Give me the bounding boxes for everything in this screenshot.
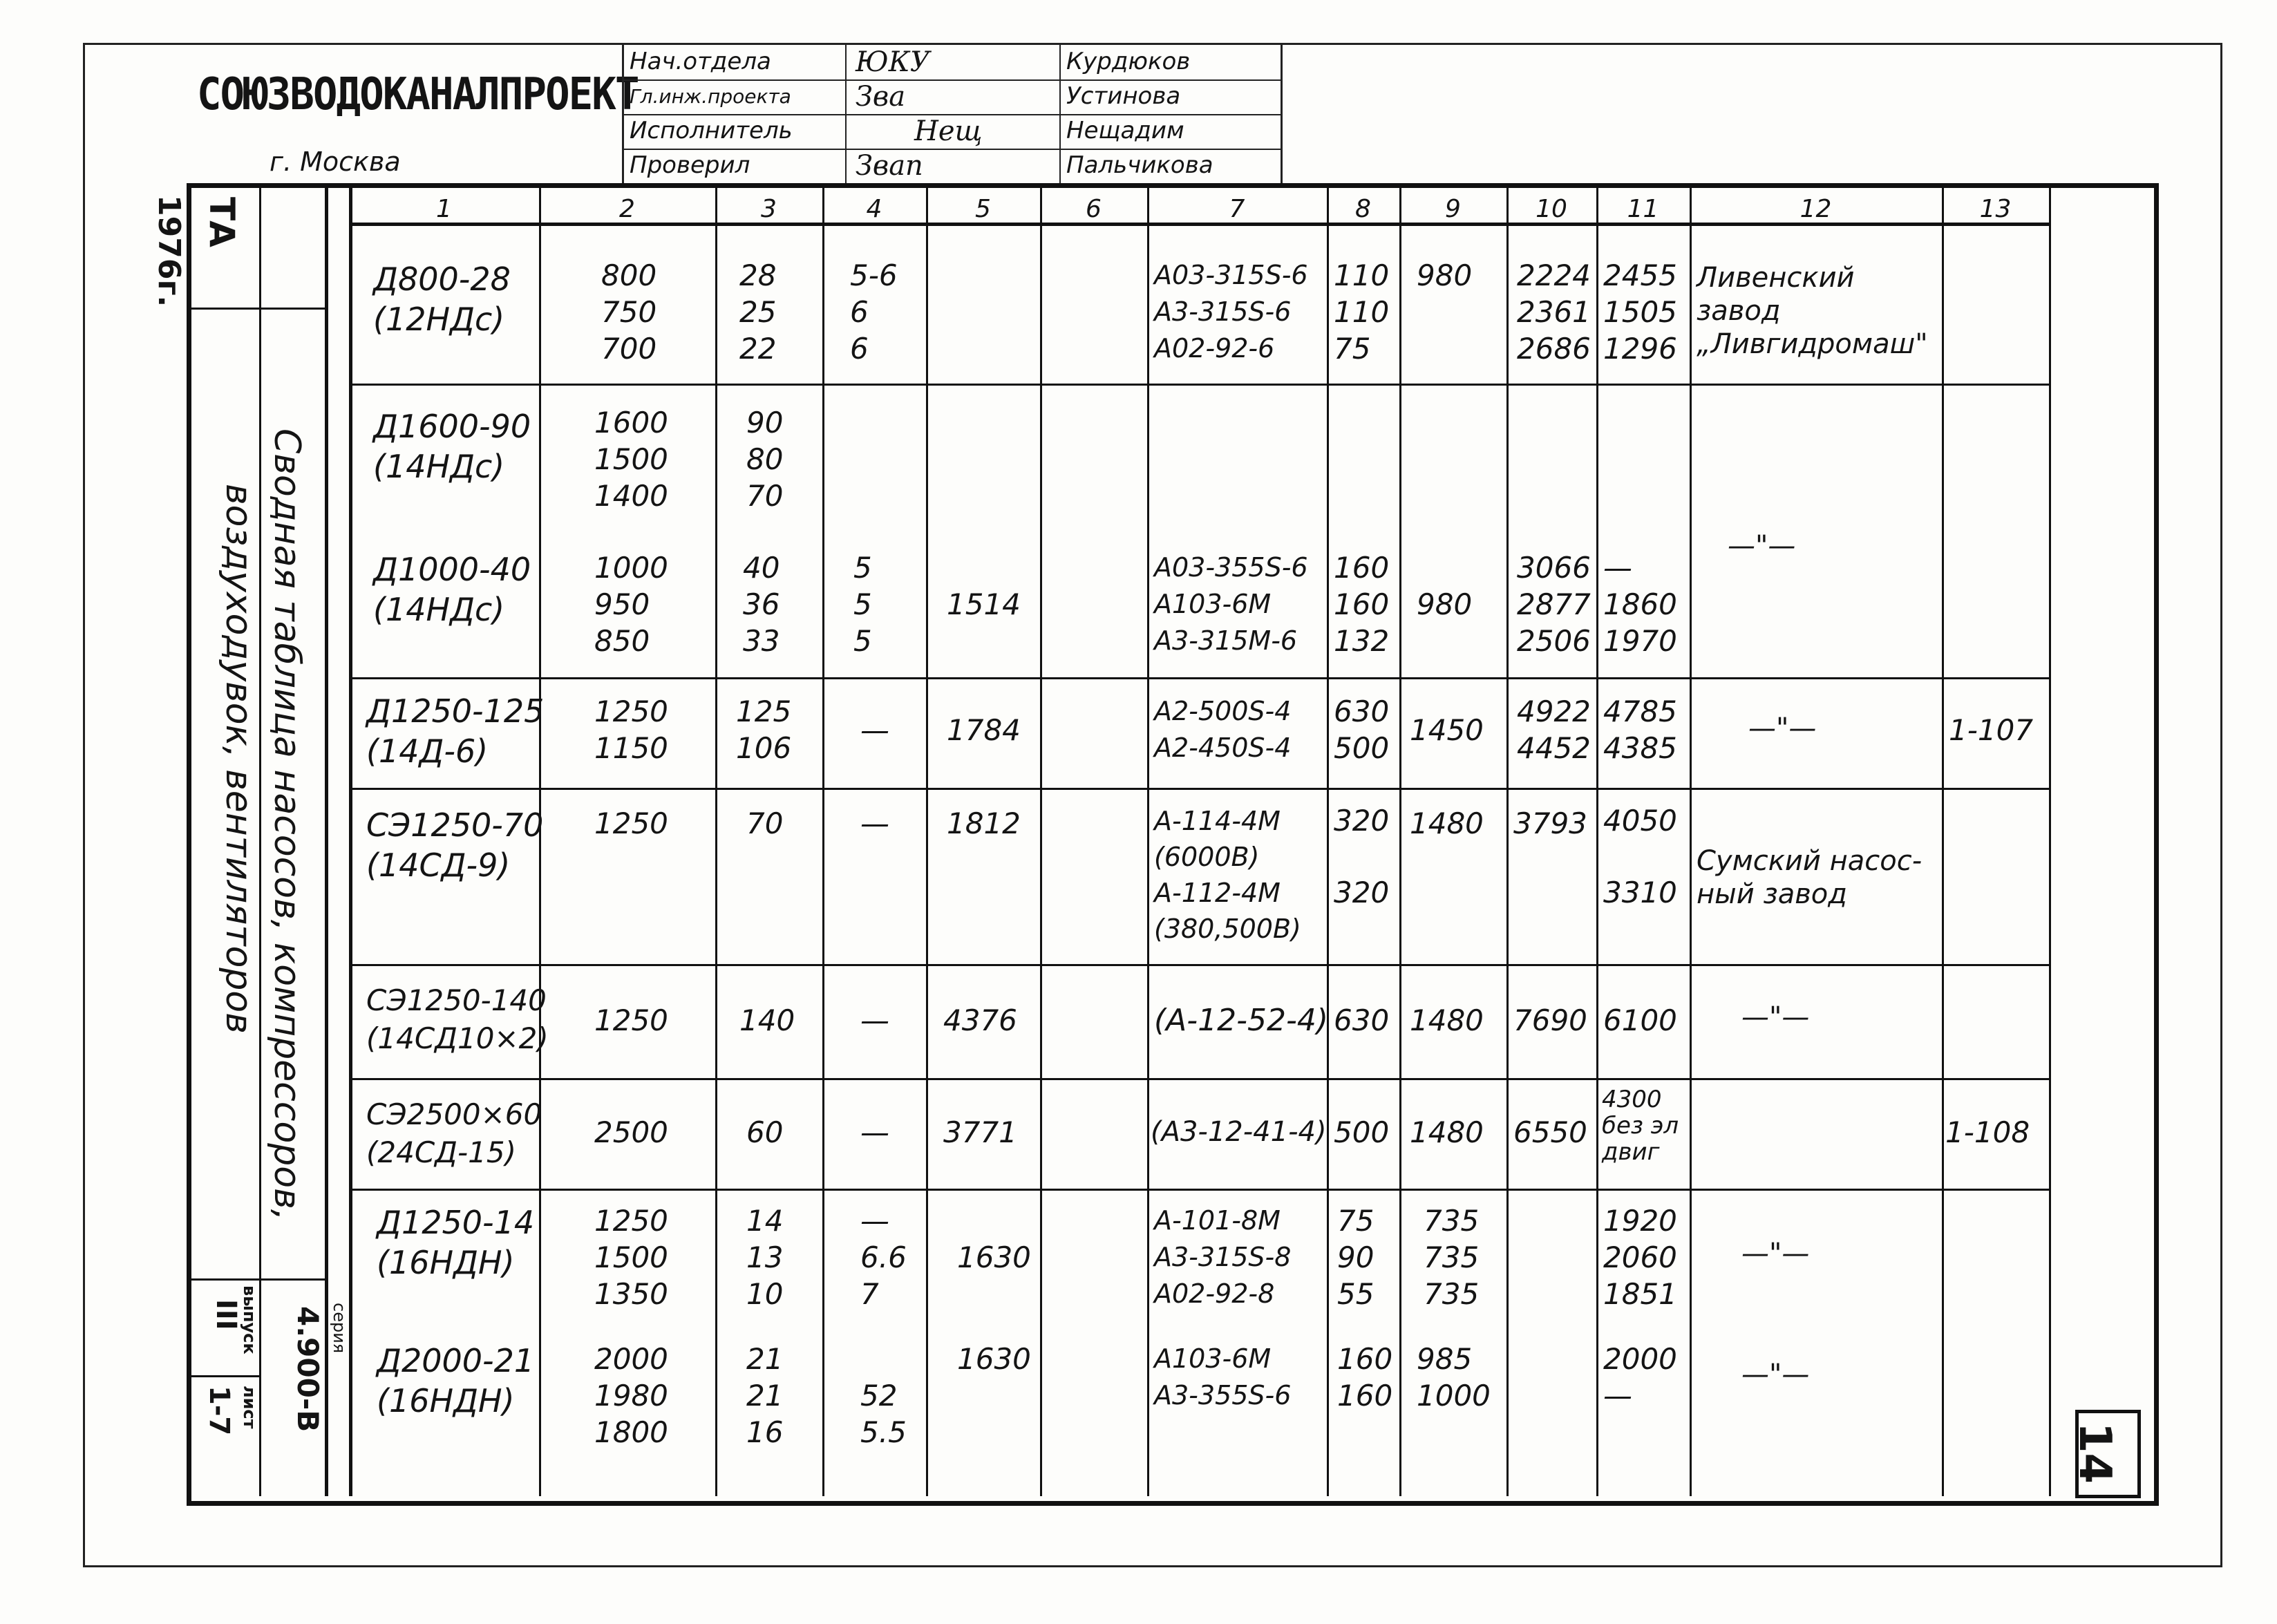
page-number: 14 <box>2069 1422 2120 1484</box>
table-cell: СЭ2500×60 (24СД-15) <box>366 1097 542 1169</box>
signature-name: Нещадим <box>1066 117 1184 144</box>
row-divider <box>349 788 2049 790</box>
table-cell: 4300 без эл двиг <box>1602 1086 1679 1166</box>
signature-role: Нач.отдела <box>630 48 771 75</box>
table-cell: 3066 2877 2506 <box>1517 551 1591 658</box>
signature-role: Исполнитель <box>630 117 793 144</box>
table-cell: А103-6М А3-355S-6 <box>1154 1343 1292 1410</box>
row-divider <box>349 964 2049 966</box>
signature-row <box>624 149 1281 183</box>
signature-role: Проверил <box>630 151 750 179</box>
sheet-label: лист <box>240 1386 259 1429</box>
ditto-mark: —"— <box>1741 1001 1810 1033</box>
table-cell: 1-108 <box>1945 1115 2030 1149</box>
divider <box>190 1278 325 1281</box>
column-header: 9 <box>1445 195 1461 223</box>
table-cell: 1600 1500 1400 <box>594 406 668 513</box>
column-header: 5 <box>975 195 991 223</box>
column-header: 11 <box>1627 195 1659 223</box>
table-cell: 980 <box>1417 258 1473 292</box>
table-cell: 21 21 16 <box>746 1342 784 1449</box>
table-cell: 1000 950 850 <box>594 551 668 658</box>
table-cell: Д1600-90 (14НДс) <box>373 408 531 485</box>
table-cell: А-114-4М (6000В) А-112-4М (380,500В) <box>1154 806 1301 944</box>
table-cell: 1784 <box>947 713 1021 747</box>
table-cell: 1250 <box>594 1003 668 1037</box>
column-divider <box>2049 187 2051 1496</box>
table-cell: 52 5.5 <box>860 1379 907 1449</box>
ditto-mark: —"— <box>1741 1359 1810 1390</box>
table-cell: 630 <box>1334 1003 1390 1037</box>
table-cell: 985 1000 <box>1417 1342 1491 1413</box>
drawing-title-line2: воздуходувок, вентиляторов <box>218 484 259 1034</box>
table-cell: СЭ1250-140 (14СД10×2) <box>366 983 549 1055</box>
table-cell: Д1250-125 (14Д-6) <box>366 692 545 770</box>
signature-block <box>622 45 1283 183</box>
handwritten-signature: Зва <box>856 81 906 113</box>
document-code: ТА <box>202 197 242 247</box>
organization-name: СОЮЗВОДОКАНАЛПРОЕКТ <box>197 69 639 120</box>
signature-name: Устинова <box>1066 82 1181 110</box>
ditto-mark: —"— <box>1741 1238 1810 1269</box>
table-cell: 320 320 <box>1334 804 1390 909</box>
table-cell: 4050 3310 <box>1603 804 1677 909</box>
table-cell: А2-500S-4 А2-450S-4 <box>1154 696 1292 763</box>
table-cell: 75 90 55 <box>1337 1204 1374 1311</box>
column-header: 1 <box>436 195 452 223</box>
table-cell: Д1000-40 (14НДс) <box>373 551 531 628</box>
table-cell: 14 13 10 <box>746 1204 784 1311</box>
table-cell: — <box>860 806 889 840</box>
table-cell: 630 500 <box>1334 695 1390 765</box>
table-cell: 735 735 735 <box>1424 1204 1480 1311</box>
issue-label: выпуск <box>240 1285 259 1354</box>
row-divider <box>349 1189 2049 1191</box>
table-cell: 2000 — <box>1603 1342 1677 1413</box>
table-cell: 500 <box>1334 1115 1390 1149</box>
ditto-mark: —"— <box>1728 530 1796 562</box>
table-cell: СЭ1250-70 (14СД-9) <box>366 806 544 884</box>
table-cell: 1812 <box>947 806 1021 840</box>
table-cell: 160 160 <box>1337 1342 1393 1413</box>
table-cell: 5-6 6 6 <box>850 258 898 366</box>
table-cell: 7690 <box>1513 1003 1587 1037</box>
table-cell: 1480 <box>1410 806 1484 840</box>
table-cell: 980 <box>1417 587 1473 621</box>
manufacturer: Сумский насос- ный завод <box>1697 845 1922 910</box>
signature-row <box>624 114 1281 150</box>
handwritten-signature: Звап <box>856 150 923 182</box>
divider <box>325 187 328 1496</box>
table-cell: 40 36 33 <box>743 551 780 658</box>
table-cell: 1480 <box>1410 1003 1484 1037</box>
column-header: 3 <box>761 195 777 223</box>
column-header: 4 <box>866 195 882 223</box>
issue-number: III <box>210 1299 242 1330</box>
table-cell: 4922 4452 <box>1517 695 1591 765</box>
signature-name: Пальчикова <box>1066 151 1213 179</box>
table-cell: 160 160 132 <box>1334 551 1390 658</box>
column-header: 6 <box>1086 195 1102 223</box>
divider <box>1059 45 1061 183</box>
table-cell: 1250 <box>594 806 668 840</box>
table-cell: 2224 2361 2686 <box>1517 258 1591 366</box>
table-cell: — <box>860 713 889 747</box>
column-header: 13 <box>1979 195 2012 223</box>
table-cell: 60 <box>746 1115 784 1149</box>
table-cell: 2000 1980 1800 <box>594 1342 668 1449</box>
table-cell: — 6.6 7 <box>860 1204 907 1311</box>
row-divider <box>349 677 2049 679</box>
table-cell: 110 110 75 <box>1334 258 1390 366</box>
divider <box>190 308 325 310</box>
table-cell: А-101-8М А3-315S-8 А02-92-8 <box>1154 1205 1292 1309</box>
table-cell: 1250 1500 1350 <box>594 1204 668 1311</box>
table-cell: — <box>860 1003 889 1037</box>
series-number: 4.900-В <box>291 1306 325 1433</box>
table-cell: 2500 <box>594 1115 668 1149</box>
table-cell: Д1250-14 (16НДН) <box>377 1204 535 1281</box>
table-cell: А03-315S-6 А3-315S-6 А02-92-6 <box>1154 260 1308 363</box>
series-label: серия <box>330 1303 349 1354</box>
table-cell: (А3-12-41-4) <box>1151 1116 1327 1148</box>
table-cell: Д2000-21 (16НДН) <box>377 1342 535 1419</box>
column-header: 10 <box>1536 195 1567 223</box>
divider <box>259 187 261 1496</box>
column-header: 8 <box>1355 195 1371 223</box>
table-cell: Д800-28 (12НДс) <box>373 261 511 338</box>
table-cell: 1920 2060 1851 <box>1603 1204 1677 1311</box>
year: 1976г. <box>151 195 187 308</box>
sheet-number: 1-7 <box>203 1386 235 1436</box>
handwritten-signature: ЮКУ <box>856 46 930 78</box>
table-cell: 4785 4385 <box>1603 695 1677 765</box>
divider <box>190 1375 259 1377</box>
table-cell: 3793 <box>1513 806 1587 840</box>
table-cell: 800 750 700 <box>601 258 657 366</box>
table-cell: 1630 <box>957 1342 1031 1376</box>
table-cell: 1-107 <box>1949 713 2034 747</box>
table-cell: 70 <box>746 806 784 840</box>
table-cell: 28 25 22 <box>739 258 777 366</box>
row-divider <box>349 1078 2049 1080</box>
table-cell: 1630 <box>957 1240 1031 1274</box>
table-cell: 1480 <box>1410 1115 1484 1149</box>
signature-row <box>624 79 1281 115</box>
manufacturer: Ливенский завод „Ливгидромаш" <box>1697 262 1928 360</box>
column-header: 12 <box>1799 195 1832 223</box>
table-cell: 1450 <box>1410 713 1484 747</box>
table-cell: 5 5 5 <box>853 551 872 658</box>
column-header: 2 <box>619 195 635 223</box>
handwritten-signature: Нещ <box>914 115 983 147</box>
divider <box>845 45 847 183</box>
table-cell: А03-355S-6 А103-6М А3-315М-6 <box>1154 552 1308 656</box>
signature-role: Гл.инж.проекта <box>630 85 791 108</box>
row-divider <box>349 384 2049 386</box>
table-cell: 6550 <box>1513 1115 1587 1149</box>
table-cell: 2455 1505 1296 <box>1603 258 1677 366</box>
table-cell: 1250 1150 <box>594 695 668 765</box>
table-cell: 4376 <box>943 1003 1017 1037</box>
table-cell: — 1860 1970 <box>1603 551 1677 658</box>
signature-name: Курдюков <box>1066 48 1191 75</box>
table-cell: 6100 <box>1603 1003 1677 1037</box>
table-cell: 90 80 70 <box>746 406 784 513</box>
drawing-title-line1: Сводная таблица насосов, компрессоров, <box>266 428 308 1221</box>
city-name: г. Москва <box>270 147 401 177</box>
table-cell: 140 <box>739 1003 795 1037</box>
signature-row <box>624 45 1281 81</box>
ditto-mark: —"— <box>1748 712 1817 744</box>
table-cell: 125 106 <box>736 695 792 765</box>
table-cell: 3771 <box>943 1115 1017 1149</box>
table-cell: 1514 <box>947 587 1021 621</box>
column-header: 7 <box>1229 195 1245 223</box>
table-cell: (А-12-52-4) <box>1154 1003 1329 1038</box>
table-cell: — <box>860 1115 889 1149</box>
